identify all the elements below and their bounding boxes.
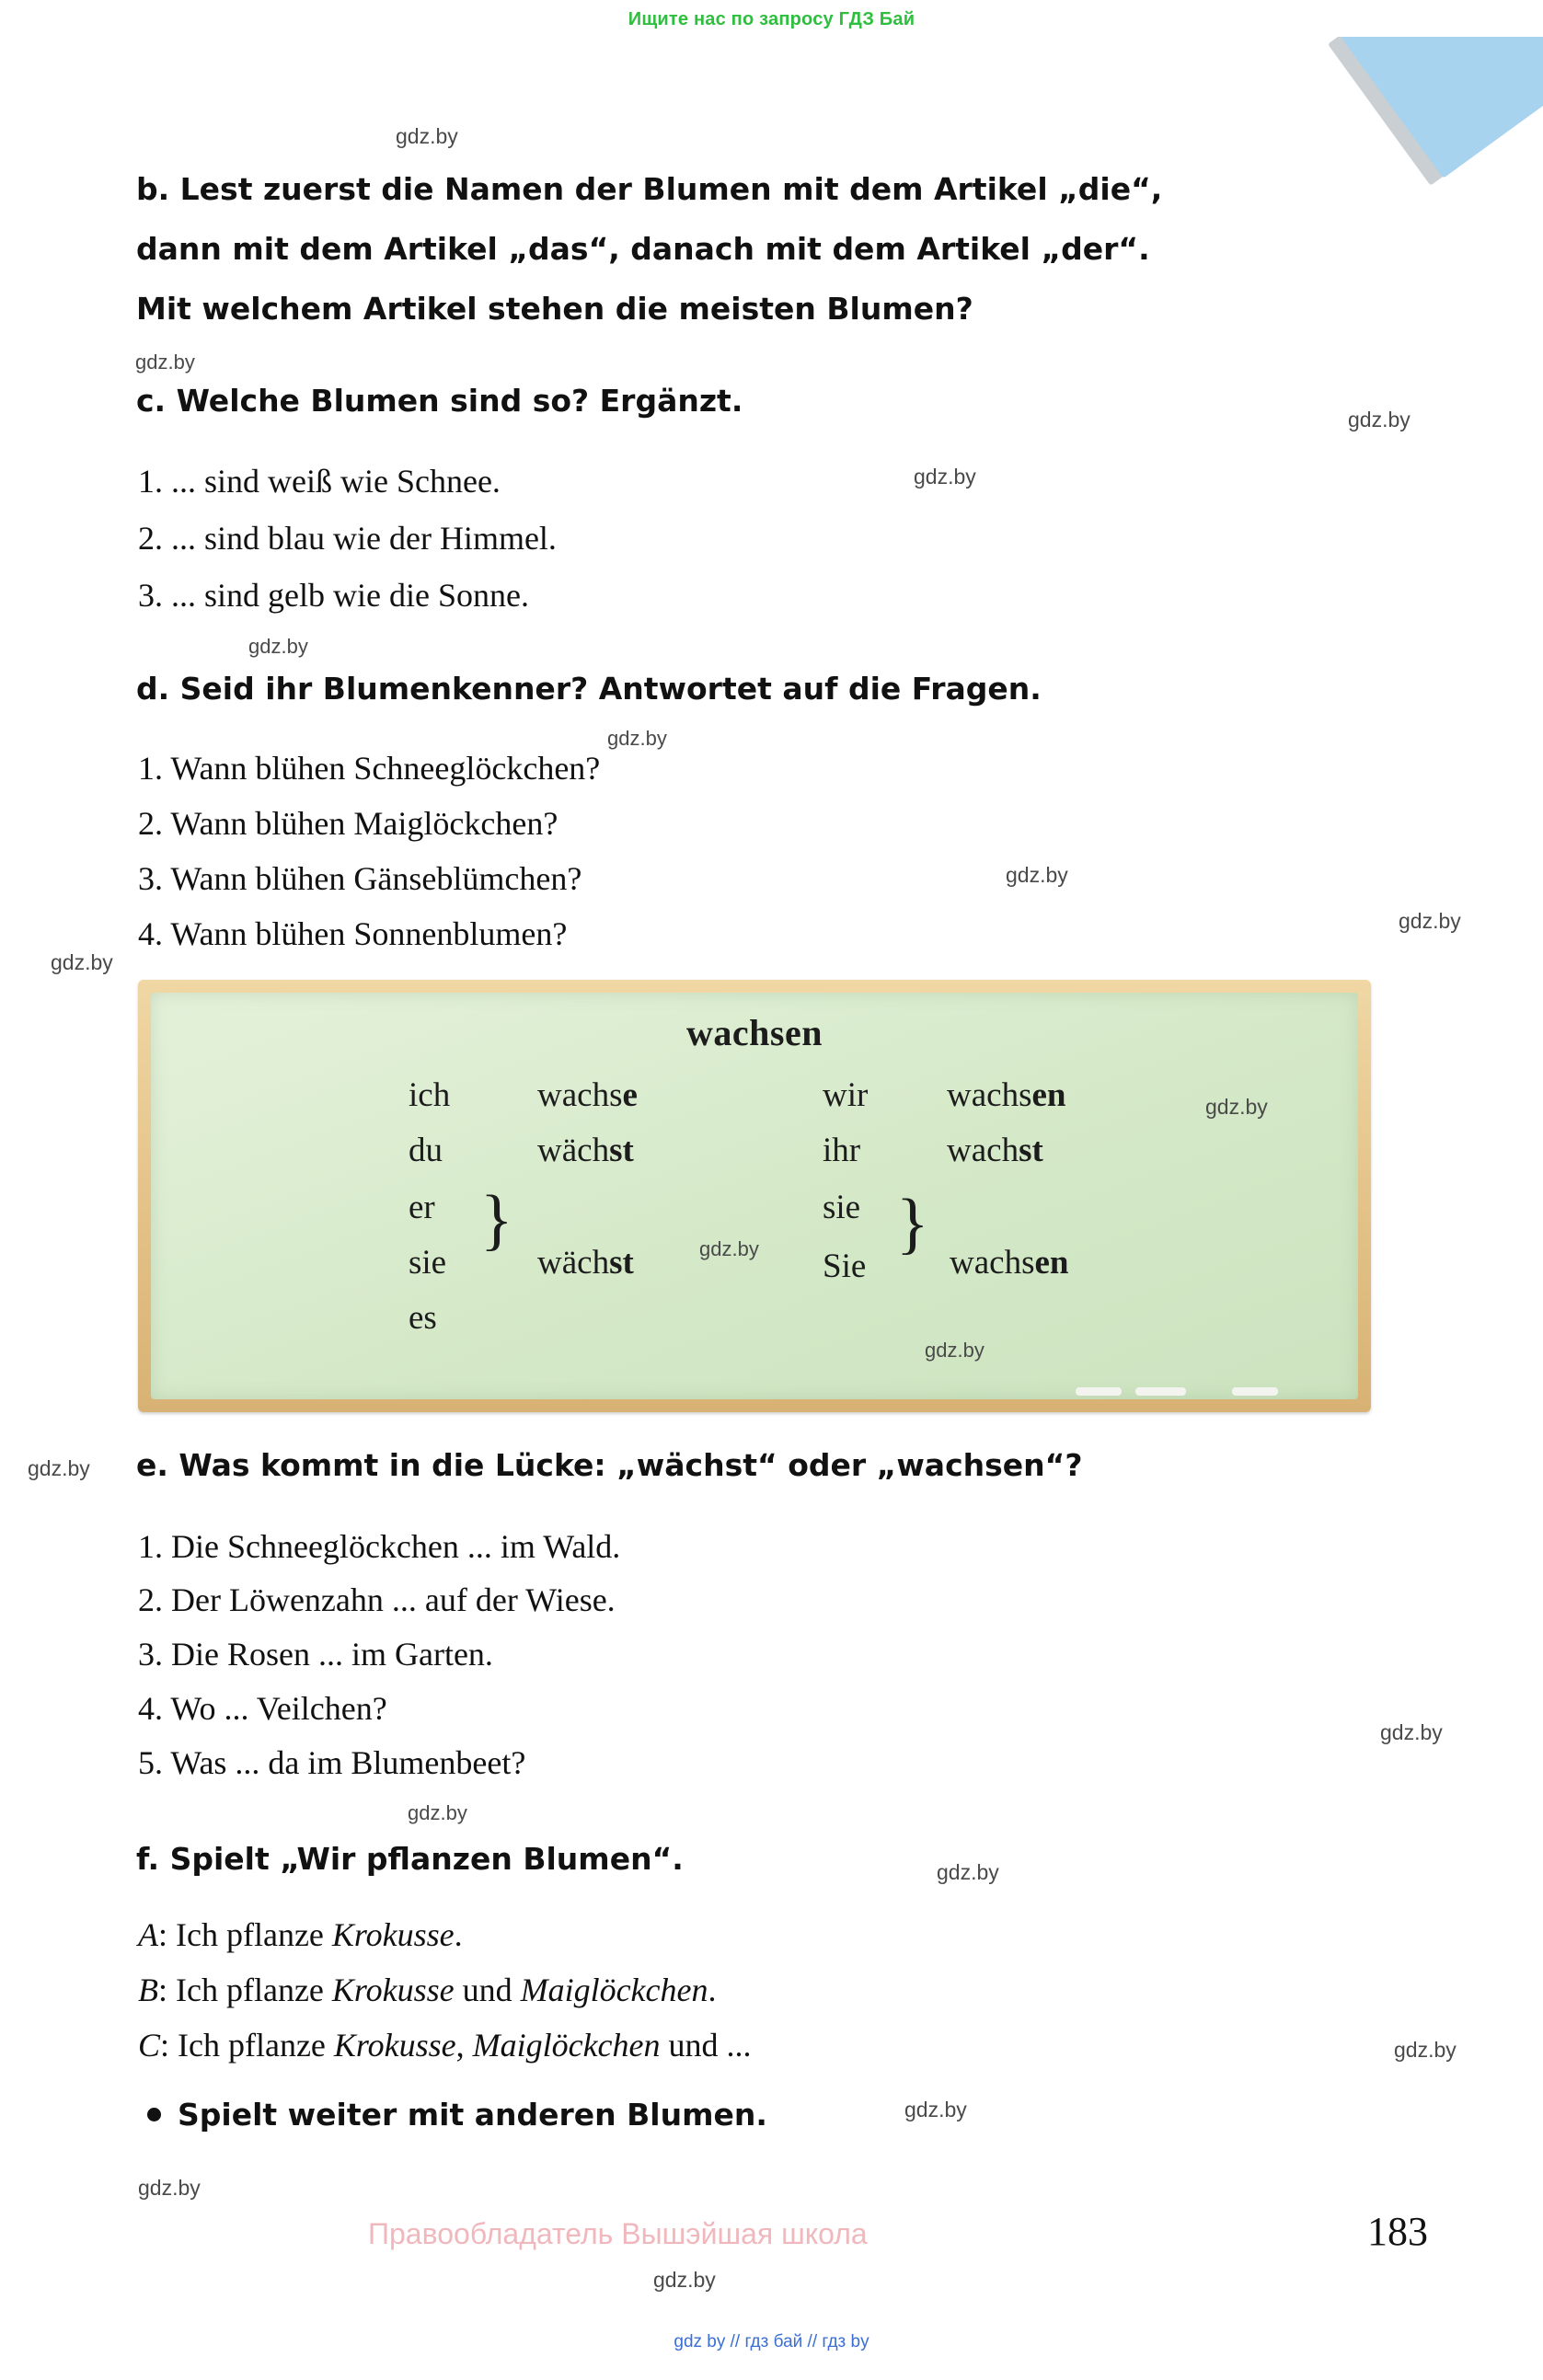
copyright-notice: Правообладатель Вышэйшая школа bbox=[368, 2217, 868, 2250]
task-d-item-2: 2. Wann blühen Maiglöckchen? bbox=[138, 805, 558, 842]
page-number: 183 bbox=[1367, 2209, 1428, 2254]
chalk-piece-1 bbox=[1076, 1387, 1122, 1396]
promo-banner: Ищите нас по запросу ГДЗ Бай bbox=[628, 9, 915, 29]
pronoun-Sie: Sie bbox=[823, 1247, 867, 1285]
pronoun-ich: ich bbox=[409, 1076, 451, 1114]
pronoun-wir: wir bbox=[823, 1076, 869, 1114]
brace-left-icon: } bbox=[480, 1182, 513, 1258]
pronoun-sie-pl: sie bbox=[823, 1189, 861, 1226]
task-d-item-3: 3. Wann blühen Gänseblümchen? bbox=[138, 860, 582, 897]
task-c-item-2: 2. ... sind blau wie der Himmel. bbox=[138, 520, 557, 557]
task-c-heading: c. Welche Blumen sind so? Ergänzt. bbox=[136, 383, 743, 419]
verbform-ihr: wachst bbox=[947, 1132, 1043, 1169]
brace-right-icon: } bbox=[896, 1186, 929, 1261]
watermark: gdz.by bbox=[925, 1339, 985, 1362]
watermark: gdz.by bbox=[138, 2176, 201, 2200]
verbform-wir: wachsen bbox=[947, 1076, 1066, 1114]
pronoun-du: du bbox=[409, 1132, 443, 1169]
pronoun-er: er bbox=[409, 1189, 435, 1226]
task-d-heading: d. Seid ihr Blumenkenner? Antwortet auf die Fragen. bbox=[136, 671, 1042, 707]
verbform-sie-Sie: wachsen bbox=[950, 1244, 1069, 1282]
watermark: gdz.by bbox=[1380, 1720, 1443, 1744]
task-c-item-1: 1. ... sind weiß wie Schnee. bbox=[138, 463, 501, 500]
watermark: gdz.by bbox=[396, 124, 458, 148]
board-title: wachsen bbox=[686, 1012, 823, 1053]
verbform-ich: wachse bbox=[537, 1076, 638, 1114]
bullet-icon bbox=[147, 2108, 161, 2121]
task-d-item-1: 1. Wann blühen Schneeglöckchen? bbox=[138, 750, 601, 787]
task-e-item-3: 3. Die Rosen ... im Garten. bbox=[138, 1636, 493, 1673]
dialog-line-a: A: Ich pflanze Krokusse. bbox=[138, 1916, 463, 1953]
watermark: gdz.by bbox=[699, 1237, 759, 1260]
watermark: gdz.by bbox=[904, 2098, 967, 2121]
watermark: gdz.by bbox=[937, 1860, 999, 1884]
task-b-line2: dann mit dem Artikel „das“, danach mit dem Artikel „der“. bbox=[136, 231, 1150, 267]
footer-links: gdz by // гдз бай // гдз by bbox=[674, 2332, 869, 2351]
board-surface bbox=[151, 993, 1358, 1399]
watermark: gdz.by bbox=[653, 2268, 716, 2292]
task-f-heading: f. Spielt „Wir pflanzen Blumen“. bbox=[136, 1841, 684, 1877]
task-e-item-2: 2. Der Löwenzahn ... auf der Wiese. bbox=[138, 1581, 616, 1618]
verbform-du: wächst bbox=[537, 1132, 634, 1169]
dialog-line-b: B: Ich pflanze Krokusse und Maiglöckchen. bbox=[138, 1972, 717, 2008]
corner-sheet bbox=[1341, 37, 1543, 178]
chalk-piece-2 bbox=[1135, 1387, 1186, 1396]
watermark: gdz.by bbox=[1394, 2038, 1457, 2062]
dialog-speaker-a: A bbox=[138, 1916, 158, 1953]
task-d-item-4: 4. Wann blühen Sonnenblumen? bbox=[138, 915, 568, 952]
task-e-item-4: 4. Wo ... Veilchen? bbox=[138, 1690, 387, 1727]
watermark: gdz.by bbox=[248, 635, 308, 658]
dialog-speaker-c: C bbox=[138, 2027, 161, 2064]
task-e-item-1: 1. Die Schneeglöckchen ... im Wald. bbox=[138, 1528, 621, 1565]
task-b-line3: Mit welchem Artikel stehen die meisten Blumen? bbox=[136, 291, 973, 327]
task-f-bullet-row bbox=[147, 2096, 767, 2133]
pronoun-ihr: ihr bbox=[823, 1132, 861, 1169]
task-e-heading: e. Was kommt in die Lücke: „wächst“ oder „wachsen“? bbox=[136, 1447, 1083, 1483]
watermark: gdz.by bbox=[914, 465, 976, 489]
watermark: gdz.by bbox=[1006, 863, 1068, 887]
task-e-item-5: 5. Was ... da im Blumenbeet? bbox=[138, 1744, 526, 1781]
watermark: gdz.by bbox=[135, 351, 195, 374]
watermark: gdz.by bbox=[51, 950, 113, 974]
pronoun-es: es bbox=[409, 1299, 437, 1337]
task-c-item-3: 3. ... sind gelb wie die Sonne. bbox=[138, 577, 529, 614]
watermark: gdz.by bbox=[607, 727, 667, 750]
chalk-piece-3 bbox=[1232, 1387, 1278, 1396]
dialog-speaker-b: B bbox=[138, 1972, 158, 2008]
conjugation-board bbox=[138, 980, 1371, 1412]
watermark: gdz.by bbox=[28, 1456, 90, 1480]
watermark: gdz.by bbox=[1205, 1095, 1268, 1119]
dialog-line-c: C: Ich pflanze Krokusse, Maiglöckchen und ... bbox=[138, 2027, 752, 2064]
task-b-line1: b. Lest zuerst die Namen der Blumen mit dem Artikel „die“, bbox=[136, 171, 1163, 207]
watermark: gdz.by bbox=[408, 1801, 467, 1824]
watermark: gdz.by bbox=[1399, 909, 1461, 933]
task-f-bullet-text: Spielt weiter mit anderen Blumen. bbox=[178, 2097, 767, 2133]
pronoun-sie-sg: sie bbox=[409, 1244, 447, 1282]
watermark: gdz.by bbox=[1348, 408, 1411, 431]
verbform-er-sie-es: wächst bbox=[537, 1244, 634, 1282]
